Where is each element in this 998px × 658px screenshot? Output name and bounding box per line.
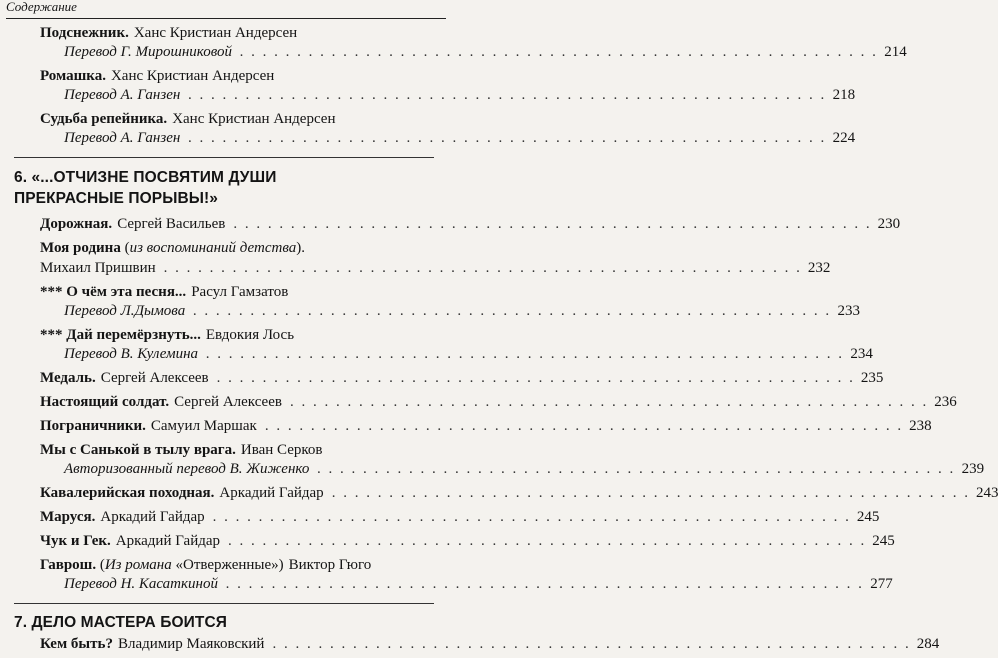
entry-title: Гаврош.: [40, 557, 97, 573]
entry-translator: Перевод Л.Дымова: [64, 303, 186, 319]
entry-page: 243: [975, 485, 998, 501]
dot-leader: . . . . . . . . . . . . . . . . . . . . . . . . . . . . . . . . . . . . . . . . . . . . . . . . . . . . . . . .: [264, 418, 904, 434]
toc-entry-translator: [64, 301, 860, 321]
toc-entry-title: [40, 23, 438, 43]
dot-leader: . . . . . . . . . . . . . . . . . . . . . . . . . . . . . . . . . . . . . . . . . . . . . . . . . . . . . . . .: [188, 87, 827, 103]
dot-leader: . . . . . . . . . . . . . . . . . . . . . . . . . . . . . . . . . . . . . . . . . . . . . . . . . . . . . . . .: [206, 346, 845, 362]
entry-title: Маруся.: [40, 509, 96, 525]
section-title-line: ПРЕКРАСНЫЕ ПОРЫВЫ!»: [14, 190, 219, 207]
entry-translator: Перевод Г. Мирошниковой: [64, 44, 233, 60]
section-title-line: 7. ДЕЛО МАСТЕРА БОИТСЯ: [14, 614, 228, 631]
dot-leader: . . . . . . . . . . . . . . . . . . . . . . . . . . . . . . . . . . . . . . . . . . . . . . . . . . . . . . . .: [188, 130, 827, 146]
entry-title: Подснежник.: [40, 25, 129, 41]
entry-page: 284: [916, 636, 940, 652]
entry-title: Мы с Санькой в тылу врага.: [40, 442, 236, 458]
toc-entry: [40, 634, 940, 654]
entry-translator: Перевод Н. Касаткиной: [64, 576, 218, 592]
entry-page: 236: [934, 394, 957, 410]
entry-page: 218: [832, 87, 856, 103]
entry-author: Виктор Гюго: [288, 557, 372, 573]
toc-entry: [40, 392, 957, 412]
entry-title: Кавалерийская походная.: [40, 485, 215, 501]
entry-page: 245: [856, 509, 880, 525]
toc-entry-translator: [64, 128, 856, 148]
toc-entry-title: [40, 325, 438, 345]
header-title: Содержание: [6, 0, 77, 14]
dot-leader: . . . . . . . . . . . . . . . . . . . . . . . . . . . . . . . . . . . . . . . . . . . . . . . . . . . . . . . .: [193, 303, 832, 319]
entry-page: 235: [860, 370, 884, 386]
entry-title: *** Дай перемёрзнуть...: [40, 327, 201, 343]
entry-paren: (: [120, 240, 130, 256]
entry-subtitle: из воспоминаний детства: [129, 240, 297, 256]
entry-author: Владимир Маяковский: [117, 636, 265, 652]
entry-page: 232: [807, 260, 831, 276]
toc-entry-title: [40, 282, 438, 302]
entry-author: Сергей Васильев: [117, 216, 226, 232]
entry-page: 245: [872, 533, 895, 549]
dot-leader: . . . . . . . . . . . . . . . . . . . . . . . . . . . . . . . . . . . . . . . . . . . . . . . . . . . . . . . .: [233, 216, 872, 232]
section-title-line: 6. «...ОТЧИЗНЕ ПОСВЯТИМ ДУШИ: [14, 169, 277, 186]
toc-entry: [40, 258, 831, 278]
entry-translator: Перевод А. Ганзен: [64, 87, 181, 103]
toc-entry: [40, 214, 901, 234]
entry-page: 234: [850, 346, 873, 362]
entry-author: Евдокия Лось: [205, 327, 295, 343]
toc-entry-translator: [64, 459, 985, 479]
dot-leader: . . . . . . . . . . . . . . . . . . . . . . . . . . . . . . . . . . . . . . . . . . . . . . . . . . . . . . . .: [240, 44, 879, 60]
entry-quoted-title: «Отверженные»): [171, 557, 284, 573]
entry-title: Моя родина: [40, 240, 121, 256]
entry-author: Ханс Кристиан Андерсен: [110, 68, 275, 84]
entry-page: 277: [870, 576, 893, 592]
entry-page: 224: [832, 130, 856, 146]
entry-title: Ромашка.: [40, 68, 106, 84]
toc-entry: [40, 416, 932, 436]
entry-title: Медаль.: [40, 370, 96, 386]
toc-entry-translator: [64, 85, 856, 105]
entry-title: Судьба репейника.: [40, 111, 168, 127]
entry-title: Пограничники.: [40, 418, 146, 434]
dot-leader: . . . . . . . . . . . . . . . . . . . . . . . . . . . . . . . . . . . . . . . . . . . . . . . . . . . . . . . .: [228, 533, 867, 549]
dot-leader: . . . . . . . . . . . . . . . . . . . . . . . . . . . . . . . . . . . . . . . . . . . . . . . . . . . . . . . .: [212, 509, 851, 525]
entry-title: Чук и Гек.: [40, 533, 111, 549]
entry-paren: (: [96, 557, 105, 573]
entry-author: Сергей Алексеев: [100, 370, 209, 386]
entry-author: Самуил Маршак: [150, 418, 257, 434]
entry-paren: ).: [296, 240, 305, 256]
section-7-heading: [14, 612, 414, 633]
toc-entry-title: [40, 555, 438, 575]
entry-page: 238: [909, 418, 932, 434]
toc-entry: [40, 531, 895, 551]
entry-author: Расул Гамзатов: [191, 284, 289, 300]
toc-entry: [40, 368, 884, 388]
toc-entry-translator: [64, 574, 893, 594]
entry-author: Ханс Кристиан Андерсен: [133, 25, 298, 41]
entry-page: 239: [961, 461, 985, 477]
entry-title: *** О чём эта песня...: [40, 284, 187, 300]
entry-author: Аркадий Гайдар: [100, 509, 205, 525]
entry-title: Дорожная.: [40, 216, 113, 232]
dot-leader: . . . . . . . . . . . . . . . . . . . . . . . . . . . . . . . . . . . . . . . . . . . . . . . . . . . . . . . .: [317, 461, 956, 477]
entry-title: Настоящий солдат.: [40, 394, 170, 410]
entry-subtitle: Из романа: [104, 557, 172, 573]
toc-entry-title: [40, 440, 438, 460]
section-divider: [14, 603, 434, 604]
entry-author: Аркадий Гайдар: [115, 533, 221, 549]
entry-author: Иван Серков: [240, 442, 323, 458]
entry-author: Михаил Пришвин: [40, 260, 156, 276]
page-header: [6, 0, 446, 19]
entry-author: Сергей Алексеев: [174, 394, 282, 410]
toc-entry-title: [40, 238, 438, 258]
entry-title: Кем быть?: [40, 636, 113, 652]
toc-entry-title: [40, 109, 438, 129]
entry-page: 230: [877, 216, 901, 232]
entry-author: Аркадий Гайдар: [219, 485, 324, 501]
toc-entry-translator: [64, 42, 907, 62]
entry-page: 233: [837, 303, 860, 319]
toc-entry-title: [40, 66, 438, 86]
entry-author: Ханс Кристиан Андерсен: [172, 111, 336, 127]
toc-entry-translator: [64, 344, 873, 364]
toc-entry: [40, 483, 998, 503]
dot-leader: . . . . . . . . . . . . . . . . . . . . . . . . . . . . . . . . . . . . . . . . . . . . . . . . . . . . . . . .: [289, 394, 929, 410]
entry-translator: Перевод В. Кулемина: [64, 346, 199, 362]
entry-translator: Авторизованный перевод В. Жиженко: [64, 461, 310, 477]
section-6-heading: [14, 167, 414, 209]
dot-leader: . . . . . . . . . . . . . . . . . . . . . . . . . . . . . . . . . . . . . . . . . . . . . . . . . . . . . . . .: [225, 576, 865, 592]
entry-translator: Перевод А. Ганзен: [64, 130, 181, 146]
dot-leader: . . . . . . . . . . . . . . . . . . . . . . . . . . . . . . . . . . . . . . . . . . . . . . . . . . . . . . . .: [272, 636, 911, 652]
dot-leader: . . . . . . . . . . . . . . . . . . . . . . . . . . . . . . . . . . . . . . . . . . . . . . . . . . . . . . . .: [216, 370, 855, 386]
entry-page: 214: [884, 44, 907, 60]
toc-entry: [40, 507, 880, 527]
section-divider: [14, 157, 434, 158]
dot-leader: . . . . . . . . . . . . . . . . . . . . . . . . . . . . . . . . . . . . . . . . . . . . . . . . . . . . . . . .: [163, 260, 802, 276]
dot-leader: . . . . . . . . . . . . . . . . . . . . . . . . . . . . . . . . . . . . . . . . . . . . . . . . . . . . . . . .: [331, 485, 970, 501]
